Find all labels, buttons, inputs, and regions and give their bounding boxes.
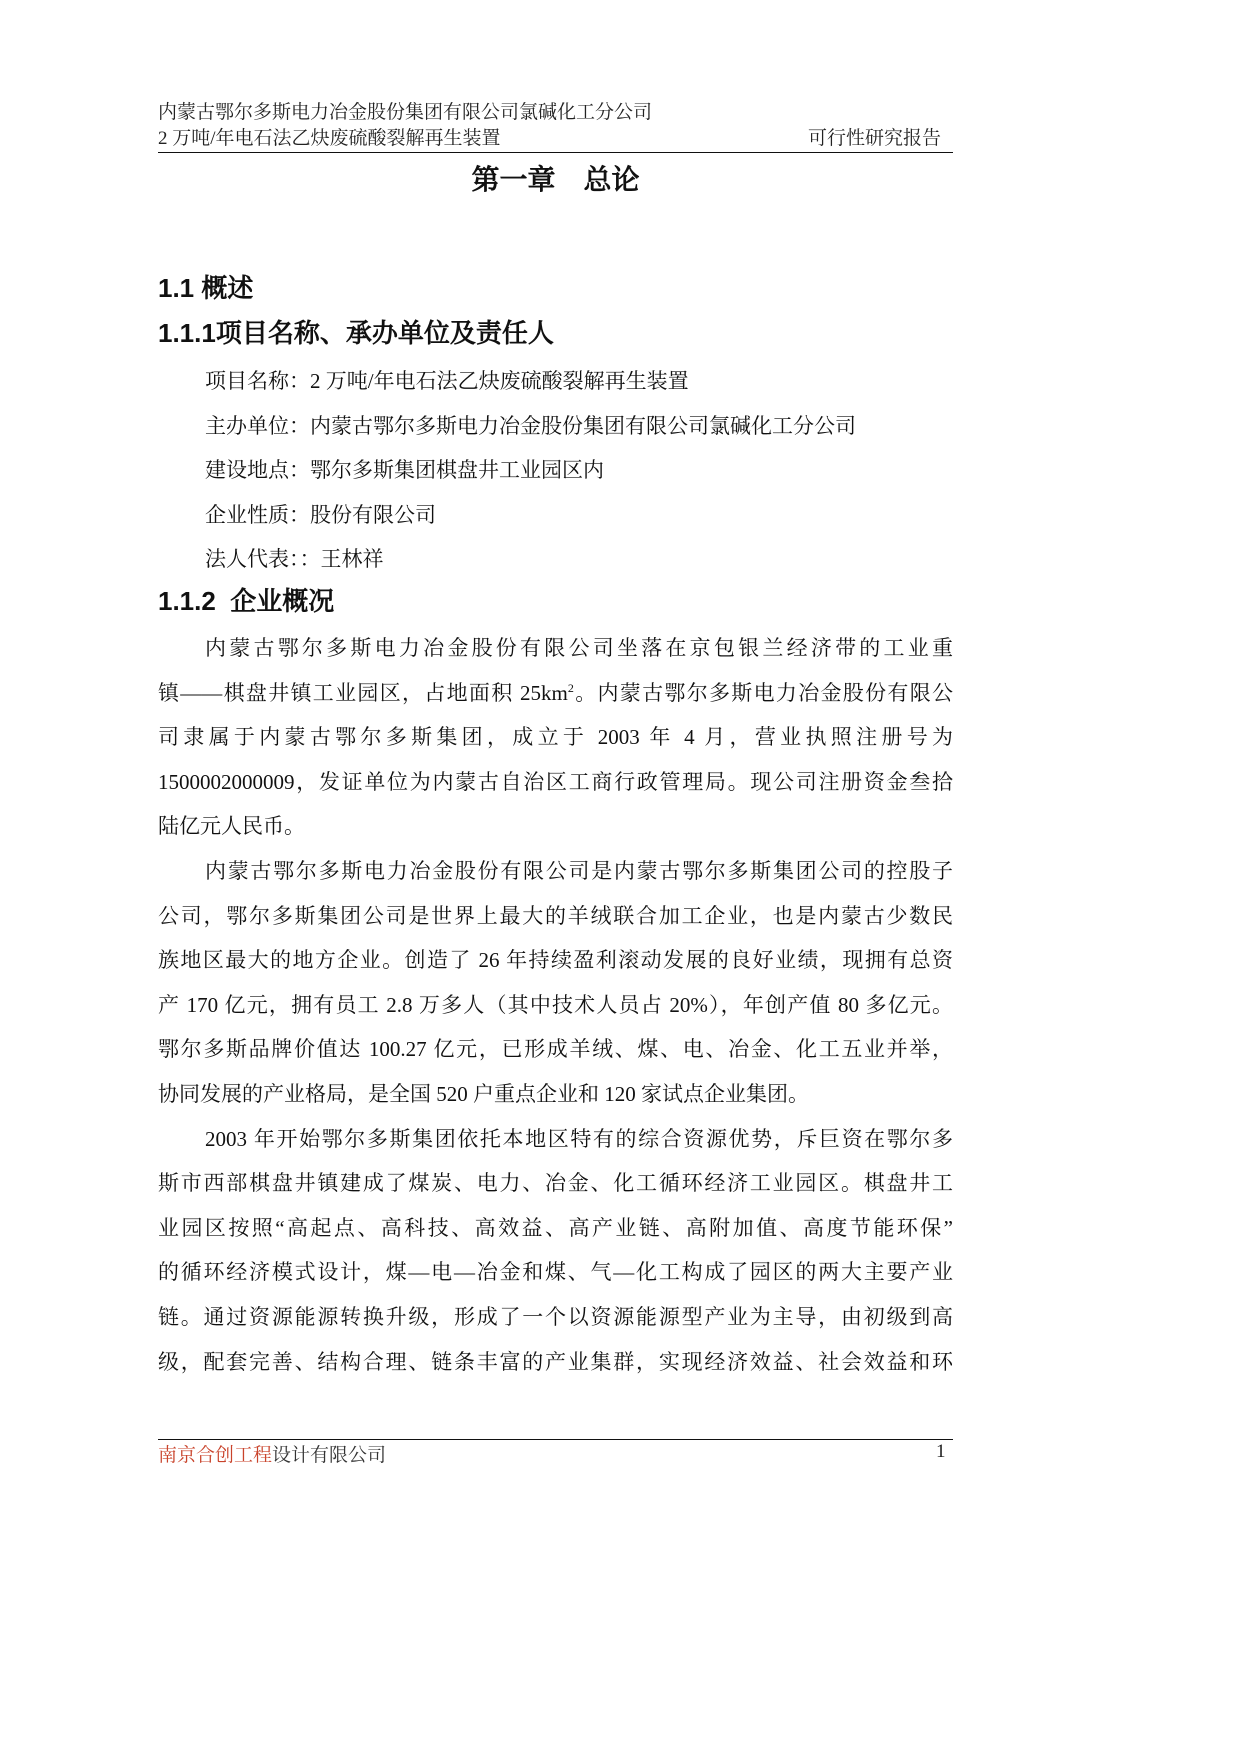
paragraph-line: 公司，鄂尔多斯集团公司是世界上最大的羊绒联合加工企业，也是内蒙古少数民 bbox=[158, 903, 953, 928]
line-segment: 。内蒙古鄂尔多斯电力冶金股份有限公 bbox=[573, 680, 953, 705]
header-project: 2 万吨/年电石法乙炔废硫酸裂解再生装置 bbox=[158, 128, 501, 149]
header-rule bbox=[158, 152, 953, 153]
legal-representative-item: 法人代表：：王林祥 bbox=[205, 547, 384, 571]
footer-company bbox=[158, 1444, 386, 1468]
footer-rule bbox=[158, 1439, 953, 1440]
paragraph-line: 内蒙古鄂尔多斯电力冶金股份有限公司坐落在京包银兰经济带的工业重 bbox=[205, 636, 953, 660]
paragraph bbox=[158, 849, 953, 1117]
header-report-type: 可行性研究报告 bbox=[808, 128, 942, 149]
paragraph-line: 2003 年开始鄂尔多斯集团依托本地区特有的综合资源优势，斥巨资在鄂尔多 bbox=[205, 1126, 953, 1151]
footer-company-highlight: 南京合创工程 bbox=[158, 1445, 273, 1466]
paragraph-line bbox=[158, 671, 953, 716]
paragraph-line: 1500002000009，发证单位为内蒙古自治区工商行政管理局。现公司注册资金叁拾 bbox=[158, 769, 953, 794]
paragraph-line: 协同发展的产业格局，是全国 520 户重点企业和 120 家试点企业集团。 bbox=[158, 1081, 809, 1106]
section-heading-1-1: 1.1 概述 bbox=[158, 273, 254, 303]
line-segment: 镇——棋盘井镇工业园区，占地面积 25km bbox=[158, 680, 568, 705]
paragraph-line: 族地区最大的地方企业。创造了 26 年持续盈利滚动发展的良好业绩，现拥有总资 bbox=[158, 948, 953, 973]
paragraph-line: 司隶属于内蒙古鄂尔多斯集团，成立于 2003 年 4 月，营业执照注册号为 bbox=[158, 725, 953, 750]
paragraph-line: 鄂尔多斯品牌价值达 100.27 亿元，已形成羊绒、煤、电、冶金、化工五业并举， bbox=[158, 1037, 953, 1062]
section-heading-1-1-1: 1.1.1项目名称、承办单位及责任人 bbox=[158, 318, 554, 348]
paragraph-line: 内蒙古鄂尔多斯电力冶金股份有限公司是内蒙古鄂尔多斯集团公司的控股子 bbox=[205, 858, 953, 883]
paragraph-line: 斯市西部棋盘井镇建成了煤炭、电力、冶金、化工循环经济工业园区。棋盘井工 bbox=[158, 1171, 953, 1196]
page-number: 1 bbox=[936, 1441, 946, 1462]
paragraph-line: 链。通过资源能源转换升级，形成了一个以资源能源型产业为主导，由初级到高 bbox=[158, 1304, 953, 1329]
project-name-item: 项目名称：2 万吨/年电石法乙炔废硫酸裂解再生装置 bbox=[205, 369, 689, 393]
chapter-title: 第一章 总论 bbox=[471, 164, 640, 195]
superscript: 2 bbox=[567, 680, 574, 695]
section-heading-1-1-2: 1.1.2 企业概况 bbox=[158, 586, 335, 616]
sponsor-item: 主办单位：内蒙古鄂尔多斯电力冶金股份集团有限公司氯碱化工分公司 bbox=[205, 413, 856, 438]
project-info-list bbox=[205, 359, 856, 582]
paragraph-line: 陆亿元人民币。 bbox=[158, 814, 305, 839]
paragraph-line: 业园区按照“高起点、高科技、高效益、高产业链、高附加值、高度节能环保” bbox=[158, 1215, 953, 1240]
enterprise-type-item: 企业性质：股份有限公司 bbox=[205, 502, 436, 527]
paragraph bbox=[158, 1117, 953, 1385]
paragraph bbox=[158, 626, 953, 849]
paragraph-line: 的循环经济模式设计，煤—电—冶金和煤、气—化工构成了园区的两大主要产业 bbox=[158, 1260, 953, 1285]
paragraph-line: 产 170 亿元，拥有员工 2.8 万多人（其中技术人员占 20%），年创产值 80 多亿元。 bbox=[158, 992, 953, 1017]
footer-company-rest: 设计有限公司 bbox=[272, 1445, 387, 1466]
paragraph-line: 级，配套完善、结构合理、链条丰富的产业集群，实现经济效益、社会效益和环 bbox=[158, 1349, 953, 1374]
location-item: 建设地点：鄂尔多斯集团棋盘井工业园区内 bbox=[205, 458, 604, 482]
header-company: 内蒙古鄂尔多斯电力冶金股份集团有限公司氯碱化工分公司 bbox=[158, 102, 653, 123]
body-text bbox=[158, 626, 953, 1384]
